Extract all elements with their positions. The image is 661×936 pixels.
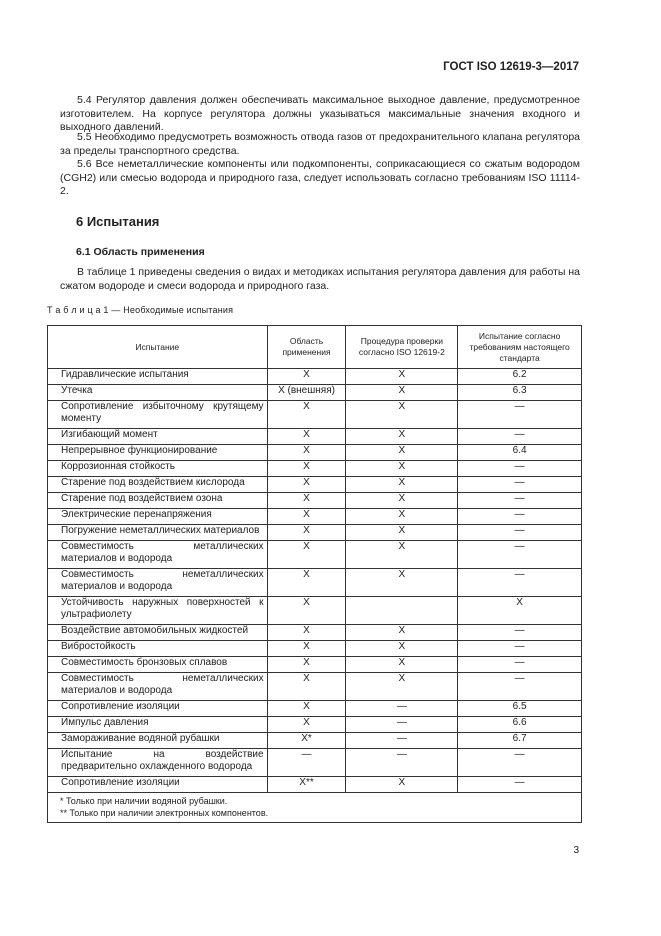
cell-standard-test: —: [458, 541, 582, 569]
cell-procedure: X: [346, 509, 458, 525]
cell-procedure: X: [346, 657, 458, 673]
cell-standard-test: —: [458, 525, 582, 541]
cell-standard-test: —: [458, 749, 582, 777]
cell-procedure: X: [346, 369, 458, 385]
cell-scope: X: [267, 493, 346, 509]
cell-test-name: Электрические перенапряжения: [48, 509, 268, 525]
table-row: [48, 597, 582, 625]
table-row: [48, 385, 582, 401]
header-scope: Область применения: [267, 326, 346, 369]
cell-scope: X: [267, 477, 346, 493]
paragraph-5-6: [60, 158, 580, 199]
cell-test-name: Сопротивление изоляции: [48, 777, 268, 793]
cell-procedure: X: [346, 429, 458, 445]
cell-scope: X: [267, 657, 346, 673]
cell-test-name: Сопротивление изоляции: [48, 701, 268, 717]
cell-standard-test: —: [458, 461, 582, 477]
cell-procedure: X: [346, 401, 458, 429]
cell-test-name: Изгибающий момент: [48, 429, 268, 445]
cell-standard-test: —: [458, 493, 582, 509]
cell-standard-test: 6.5: [458, 701, 582, 717]
cell-procedure: X: [346, 477, 458, 493]
cell-test-name: Непрерывное функционирование: [48, 445, 268, 461]
section-title: 6 Испытания: [76, 214, 160, 229]
cell-scope: X: [267, 369, 346, 385]
cell-scope: X: [267, 401, 346, 429]
header-procedure: Процедура проверки согласно ISO 12619-2: [346, 326, 458, 369]
cell-scope: X: [267, 429, 346, 445]
tests-table: [47, 325, 582, 823]
cell-test-name: Воздействие автомобильных жидкостей: [48, 625, 268, 641]
cell-procedure: X: [346, 525, 458, 541]
paragraph-5-5: [60, 131, 580, 158]
cell-procedure: X: [346, 493, 458, 509]
cell-scope: X: [267, 641, 346, 657]
table-row: [48, 749, 582, 777]
cell-scope: X: [267, 625, 346, 641]
cell-procedure: X: [346, 777, 458, 793]
cell-procedure: X: [346, 569, 458, 597]
cell-test-name: Коррозионная стойкость: [48, 461, 268, 477]
table-notes-row: [48, 793, 582, 823]
cell-standard-test: —: [458, 777, 582, 793]
paragraph-5-5-text: 5.5 Необходимо предусмотреть возможность отвода газов от предохранительного клапана регулятора за пределы транспортного средства.: [60, 131, 580, 157]
cell-test-name: Погружение неметаллических материалов: [48, 525, 268, 541]
cell-scope: X: [267, 509, 346, 525]
table-row: [48, 525, 582, 541]
cell-procedure: X: [346, 385, 458, 401]
cell-test-name: Импульс давления: [48, 717, 268, 733]
table-row: [48, 733, 582, 749]
cell-standard-test: —: [458, 429, 582, 445]
cell-test-name: Устойчивость наружных поверхностей к ультрафиолету: [48, 597, 268, 625]
cell-procedure: —: [346, 701, 458, 717]
paragraph-5-4-text: 5.4 Регулятор давления должен обеспечивать максимальное выходное давление, предусмотренное изготовителем. На корпусе регулятора должны указываться максимальные значения входного и выходного давлений.: [60, 94, 580, 133]
table-row: [48, 369, 582, 385]
cell-procedure: X: [346, 625, 458, 641]
cell-procedure: [346, 597, 458, 625]
subsection-title: 6.1 Область применения: [76, 246, 205, 258]
table-row: [48, 717, 582, 733]
cell-test-name: Вибростойкость: [48, 641, 268, 657]
cell-standard-test: 6.6: [458, 717, 582, 733]
cell-procedure: X: [346, 461, 458, 477]
cell-test-name: Совместимость металлических материалов и водорода: [48, 541, 268, 569]
cell-procedure: —: [346, 717, 458, 733]
table-note: ** Только при наличии электронных компонентов.: [60, 807, 269, 818]
cell-test-name: Старение под воздействием кислорода: [48, 477, 268, 493]
cell-procedure: X: [346, 541, 458, 569]
cell-scope: X: [267, 541, 346, 569]
cell-procedure: X: [346, 673, 458, 701]
cell-standard-test: 6.2: [458, 369, 582, 385]
table-row: [48, 641, 582, 657]
cell-standard-test: —: [458, 477, 582, 493]
cell-test-name: Замораживание водяной рубашки: [48, 733, 268, 749]
cell-standard-test: X: [458, 597, 582, 625]
cell-scope: —: [267, 749, 346, 777]
cell-test-name: Утечка: [48, 385, 268, 401]
cell-scope: X: [267, 569, 346, 597]
cell-standard-test: 6.4: [458, 445, 582, 461]
cell-scope: X (внешняя): [267, 385, 346, 401]
cell-standard-test: 6.3: [458, 385, 582, 401]
cell-procedure: X: [346, 641, 458, 657]
cell-procedure: —: [346, 733, 458, 749]
table-notes: [48, 793, 582, 823]
table-row: [48, 493, 582, 509]
cell-test-name: Совместимость неметаллических материалов и водорода: [48, 569, 268, 597]
table-row: [48, 625, 582, 641]
cell-test-name: Совместимость бронзовых сплавов: [48, 657, 268, 673]
cell-procedure: —: [346, 749, 458, 777]
table-row: [48, 445, 582, 461]
table-header-row: [48, 326, 582, 369]
cell-standard-test: —: [458, 509, 582, 525]
cell-test-name: Старение под воздействием озона: [48, 493, 268, 509]
table-row: [48, 461, 582, 477]
table-row: [48, 429, 582, 445]
cell-scope: X: [267, 461, 346, 477]
cell-test-name: Испытание на воздействие предварительно охлажденного водорода: [48, 749, 268, 777]
table-row: [48, 777, 582, 793]
cell-standard-test: 6.7: [458, 733, 582, 749]
cell-scope: X: [267, 525, 346, 541]
table-row: [48, 569, 582, 597]
header-standard-test: Испытание согласно требованиям настоящего стандарта: [458, 326, 582, 369]
table-row: [48, 401, 582, 429]
cell-standard-test: —: [458, 569, 582, 597]
cell-standard-test: —: [458, 657, 582, 673]
table-note: * Только при наличии водяной рубашки.: [60, 796, 228, 806]
table-row: [48, 673, 582, 701]
cell-scope: X: [267, 445, 346, 461]
cell-scope: X*: [267, 733, 346, 749]
table-row: [48, 657, 582, 673]
table-row: [48, 541, 582, 569]
cell-scope: X: [267, 597, 346, 625]
cell-scope: X: [267, 673, 346, 701]
cell-standard-test: —: [458, 401, 582, 429]
document-header: ГОСТ ISO 12619-3—2017: [443, 61, 579, 73]
cell-standard-test: —: [458, 673, 582, 701]
cell-test-name: Совместимость неметаллических материалов и водорода: [48, 673, 268, 701]
header-test: Испытание: [48, 326, 268, 369]
cell-standard-test: —: [458, 641, 582, 657]
cell-scope: X: [267, 701, 346, 717]
intro-text: В таблице 1 приведены сведения о видах и методиках испытания регулятора давления для работы на сжатом водороде и смеси водорода и природного газа.: [60, 266, 580, 292]
table-row: [48, 701, 582, 717]
table-body: [48, 369, 582, 823]
paragraph-5-4: [60, 94, 580, 135]
cell-scope: X: [267, 717, 346, 733]
cell-test-name: Гидравлические испытания: [48, 369, 268, 385]
table-row: [48, 477, 582, 493]
page-number: 3: [573, 845, 579, 856]
intro-paragraph: [60, 266, 580, 293]
cell-procedure: X: [346, 445, 458, 461]
table-row: [48, 509, 582, 525]
cell-standard-test: —: [458, 625, 582, 641]
paragraph-5-6-text: 5.6 Все неметаллические компоненты или подкомпоненты, соприкасающиеся со сжатым водородом (CGH2) или смесью водорода и природного газа, следует использовать согласно требованиям ISO 11114-2.: [60, 158, 580, 197]
cell-test-name: Сопротивление избыточному крутящему моменту: [48, 401, 268, 429]
table-caption: Т а б л и ц а 1 — Необходимые испытания: [47, 305, 234, 315]
cell-scope: X**: [267, 777, 346, 793]
